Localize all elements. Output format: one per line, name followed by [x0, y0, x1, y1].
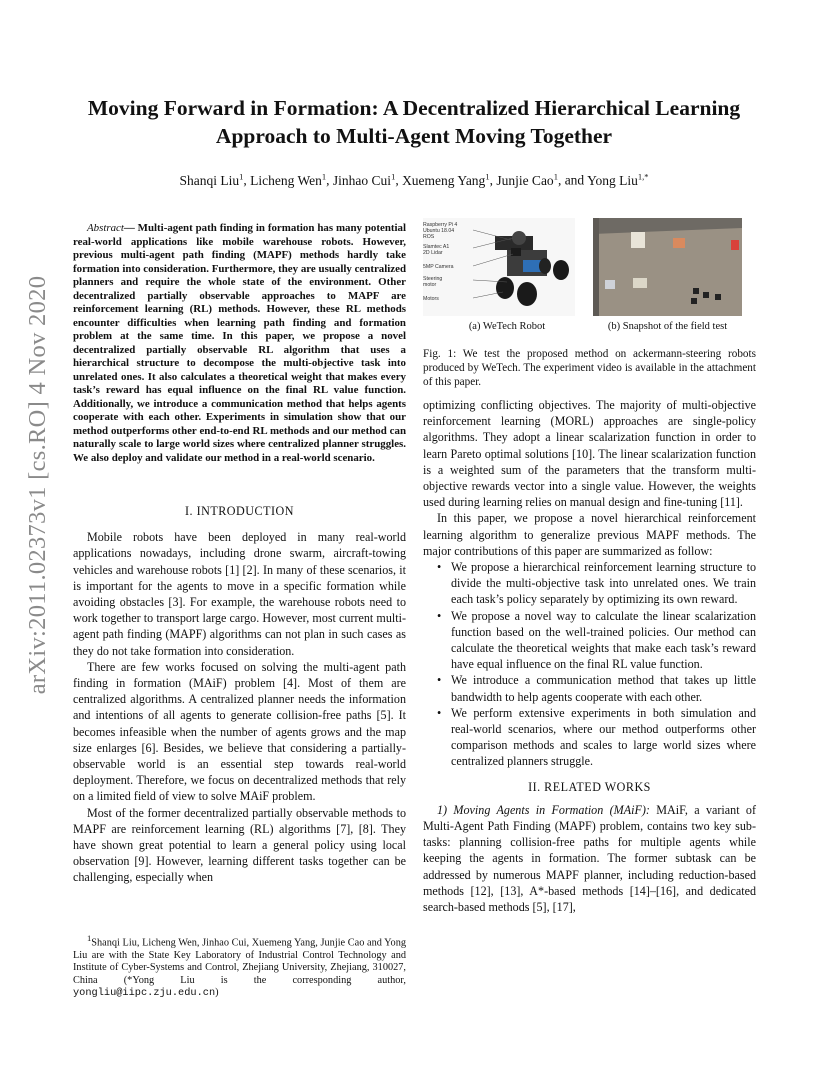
- robot-label: 5MP Camera: [423, 264, 454, 270]
- subsection-title: 1) Moving Agents in Formation (MAiF):: [437, 802, 650, 817]
- section-heading: II. RELATED WORKS: [528, 779, 651, 794]
- related-works-paragraph: 1) Moving Agents in Formation (MAiF): MAiF, a variant of Multi-Agent Path Finding (MAPF) problem, contains two key sub-tasks: planning collision-free paths for multiple agents while keeping the agents in formation. The former subtask can be addressed by numerous MAPF planner, including reduction-based methods [12], [13], A*-based methods [14]–[16], and dedicated search-based methods [5], [17],: [423, 802, 756, 915]
- author: Yong Liu$^{1,*}$: [587, 171, 649, 188]
- figure-robot: [423, 218, 583, 338]
- body-paragraph: optimizing conflicting objectives. The majority of multi-objective reinforcement learning (MORL) approaches are single-policy algorithms. They adopt a linear scalarization function in order to learn Pareto optimal solutions [10]. The linear scalarization function is a weighted sum of the parameters that the transform multi-objective rewards vector into a single value. However, the weights used during learning relies on manual design and fine-tuning [11].: [423, 398, 756, 510]
- body-paragraph: In this paper, we propose a novel hierarchical reinforcement learning algorithm to generalize previous MAPF methods. The major contributions of this paper are summarized as follow:: [423, 511, 756, 558]
- list-item: • We introduce a communication method that takes up little bandwidth to help agents cooperate with each other.: [423, 672, 756, 704]
- robot-label: Slamtec A1 2D Lidar: [423, 244, 450, 256]
- title-line-1: Moving Forward in Formation: A Decentralized Hierarchical Learning: [87, 96, 741, 120]
- authors-conjunction: and: [564, 172, 585, 188]
- list-item: • We propose a novel way to calculate the linear scalarization function based on the well-trained policies. Our method can calculate the theoretical weights that make each task’s reward have equal influence on the final RL value function.: [423, 608, 756, 673]
- footnote-email: yongliu@iipc.zju.edu.cn: [73, 987, 216, 1000]
- arxiv-identifier: [18, 275, 58, 695]
- robot-label: Raspberry Pi 4 Ubuntu 18.04 ROS: [423, 222, 458, 240]
- author: Shanqi Liu$^1$: [179, 171, 244, 188]
- arxiv-id-text: arXiv:2011.02373v1 [cs.RO] 4 Nov 2020: [24, 275, 52, 695]
- right-column-body: [423, 397, 756, 915]
- robot-label: Motors: [423, 296, 439, 302]
- footnote-marker: 1: [87, 933, 92, 943]
- footnote-text: Shanqi Liu, Licheng Wen, Jinhao Cui, Xuemeng Yang, Junjie Cao and Yong Liu are with the State Key Laboratory of Industrial Control Technology and Institute of Cyber-Systems and Control, Zhejiang University, Zhejiang, 310027, China (*Yong Liu is the corresponding author,: [73, 937, 406, 986]
- author: Jinhao Cui$^1$: [332, 171, 396, 188]
- figure-field-test: [593, 218, 759, 338]
- intro-paragraph: There are few works focused on solving the multi-agent path finding in formation (MAiF) problem [4]. Most of them are centralized algorithms. A centralized planner needs the information and intentions of all agents to generate collision-free paths [5]. It becomes infeasible when the number of agents grows and the map size enlarges [6]. Besides, we believe that considering a partially-observable world is an essential step towards real-world deployment. Therefore, we focus on decentralized methods that rely on a limited field of view to solve MAiF problem.: [73, 659, 406, 804]
- abstract-label: Abstract: [87, 222, 124, 234]
- author: Junjie Cao$^1$: [496, 171, 558, 188]
- author-list: Shanqi Liu$^1$, Licheng Wen$^1$, Jinhao Cui$^1$, Xuemeng Yang$^1$, Junjie Cao$^1$, and Yong Liu$^{1,*}$: [179, 171, 649, 188]
- footnote: $^1$Shanqi Liu, Licheng Wen, Jinhao Cui, Xuemeng Yang, Junjie Cao and Yong Liu are with the State Key Laboratory of Industrial Control Technology and Institute of Cyber-Systems and Control, Zhejiang University, Zhejiang, 310027, China (*Yong Liu is the corresponding author, yongliu@iipc.zju.edu.cn): [73, 933, 406, 1000]
- section-heading: I. INTRODUCTION: [185, 504, 294, 518]
- field-test-photo: [593, 218, 742, 316]
- subfigure-caption-a: (a) WeTech Robot: [468, 321, 546, 332]
- title-line-2: Approach to Multi-Agent Moving Together: [215, 124, 613, 148]
- abstract: [73, 222, 406, 465]
- intro-paragraph: Mobile robots have been deployed in many real-world applications nowadays, including drone swarm, aircraft-towing vehicles and warehouse robots [1] [2]. In many of these scenarios, it is important for the agents to move in a specific formation while avoiding obstacles [3]. For example, the warehouse robots need to work together to transport large cargo. However, most current multi-agent path finding (MAPF) algorithms can not plan in such cases as they do not take formation into consideration.: [73, 530, 406, 658]
- contribution-list: [423, 559, 756, 770]
- abstract-text: — Multi-agent path finding in formation has many potential real-world applications like mobile warehouse robots. However, previous multi-agent path finding (MAPF) methods hardly take formation into consideration. Furthermore, they are usually centralized planners and require the whole state of the environment. Other decentralized partially observable approaches to MAPF are reinforcement learning (RL) methods. However, these RL methods encounter difficulties when learning path finding and formation problem at the same time. In this paper, we propose a novel decentralized partially observable RL algorithm that uses a hierarchical structure to decompose the multi-objective task into unrelated ones. It also calculates a theoretical weight that makes every task’s reward has equal influence on the final RL value function. Additionally, we introduce a communication method that helps agents cooperate with each other. Experiments in simulation show that our method outperforms other end-to-end RL methods and our method can naturally scale to large world sizes where centralized planner struggles. We also deploy and validate our method in a real-world scenario.: [73, 222, 406, 464]
- intro-paragraph: Most of the former decentralized partially observable methods to MAPF are reinforcement learning (RL) algorithms [7], [8]. They have shown great potential to learn a general policy using local observation [9]. However, learning different tasks together can be challenging, especially when: [73, 805, 406, 885]
- subfigure-caption-b: (b) Snapshot of the field test: [607, 321, 728, 332]
- list-item: • We perform extensive experiments in both simulation and real-world scenarios, where our method outperforms other comparison methods and scales to large world sizes where centralized planners struggle.: [423, 705, 756, 770]
- author: Xuemeng Yang$^1$: [402, 171, 490, 188]
- paper-title: [60, 94, 768, 150]
- robot-label: Steering motor: [423, 276, 443, 288]
- list-item: • We propose a hierarchical reinforcement learning structure to divide the multi-objective task into unrelated ones. We train each task’s policy separately by optimizing its own reward.: [423, 559, 756, 608]
- figure-caption: Fig. 1: We test the proposed method on ackermann-steering robots produced by WeTech. The experiment video is available in the attachment of this paper.: [423, 348, 756, 388]
- author: Licheng Wen$^1$: [250, 171, 327, 188]
- introduction-section: [73, 503, 406, 886]
